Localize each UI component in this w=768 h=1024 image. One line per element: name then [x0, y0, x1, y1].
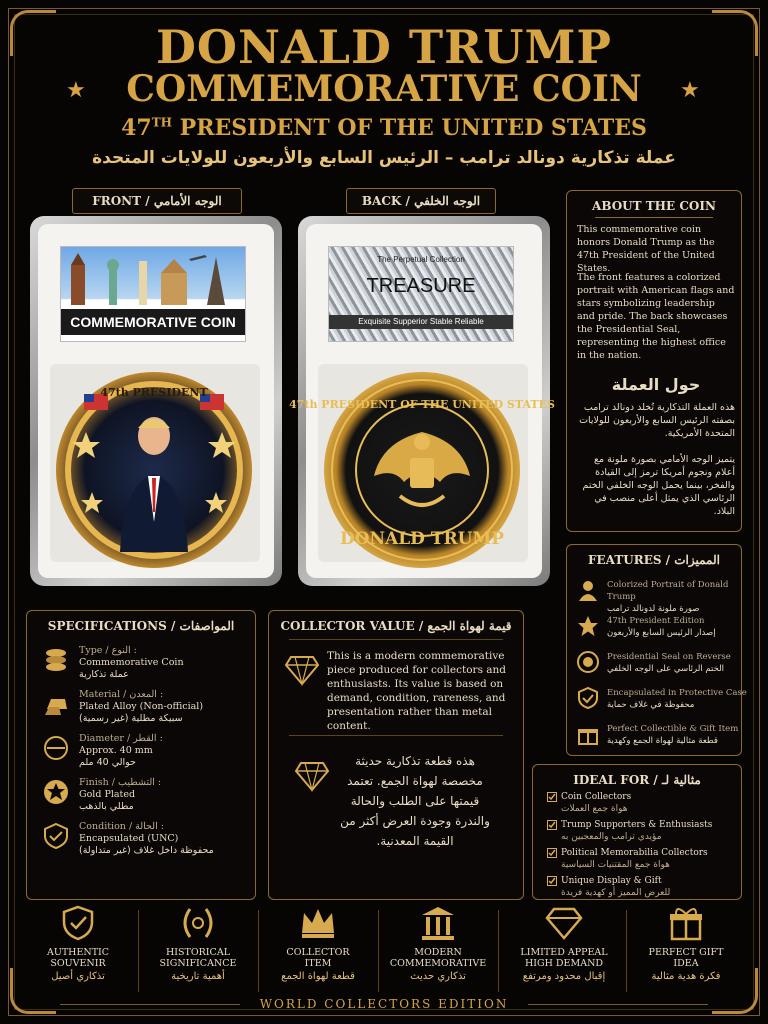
highlight-ar: فكرة هدية مثالية — [651, 971, 721, 982]
front-card-text: COMMEMORATIVE COIN — [61, 309, 245, 335]
star-icon — [577, 615, 599, 637]
back-slab-card — [328, 246, 514, 342]
spec-value: Commemorative Coin — [79, 657, 184, 668]
spec-value-ar: سبيكة مطلية (غير رسمية) — [79, 713, 183, 724]
highlight-modern — [378, 905, 498, 982]
specifications-panel — [26, 610, 256, 900]
specs-title: SPECIFICATIONS / المواصفات — [47, 619, 235, 633]
front-coin — [56, 372, 252, 568]
ideal-title: IDEAL FOR / مثالية لـ — [573, 773, 701, 787]
title-line-1: DONALD TRUMP — [155, 20, 613, 74]
trump-portrait-illustration — [56, 372, 252, 568]
person-icon — [577, 579, 599, 601]
coins-icon — [43, 647, 69, 673]
seal-ring-top: 47th PRESIDENT OF THE UNITED STATES — [289, 398, 555, 411]
highlight-line1: LIMITED APPEAL — [520, 947, 608, 958]
ideal-ar: هواة جمع العملات — [561, 804, 628, 814]
divider — [595, 217, 713, 218]
title-line-2: COMMEMORATIVE COIN — [126, 68, 642, 110]
feature-en: Perfect Collectible & Gift Item — [607, 724, 739, 734]
highlight-line1: MODERN — [414, 947, 462, 958]
feature-en: Colorized Portrait of Donald Trump — [607, 580, 729, 602]
collector-ar: هذه قطعة تذكارية حديثة مخصصة لهواة الجمع. تعتمد قيمتها على الطلب والحالة والندرة وجودة العرض أكثر من القيمة المعدنية. — [340, 754, 490, 848]
highlight-line2: SOUVENIR — [50, 958, 106, 969]
subtitle: 47TH PRESIDENT OF THE UNITED STATES — [121, 115, 647, 141]
highlight-ar: أهمية تاريخية — [171, 971, 225, 982]
back-card-main: TREASURE — [366, 275, 476, 297]
spec-value-ar: محفوظة داخل غلاف (غير متداولة) — [79, 845, 214, 856]
about-arabic-p2: يتميز الوجه الأمامي بصورة ملونة مع أعلام ونجوم أمريكا ترمز إلى القيادة والفخر، بينما يحمل الوجه الخلفي الختم الرئاسي الذي يمثل أعلى منصب في البلاد. — [582, 454, 735, 517]
spec-label: Material / المعدن : — [79, 689, 164, 700]
check-icon — [547, 848, 557, 858]
highlight-ar: تذكاري أصيل — [51, 971, 105, 982]
spec-value: Encapsulated (UNC) — [79, 833, 179, 844]
highlight-collector — [258, 905, 378, 982]
highlight-line2: HIGH DEMAND — [525, 958, 603, 969]
ideal-en: Trump Supporters & Enthusiasts — [561, 820, 713, 830]
footer-edition: WORLD COLLECTORS EDITION — [259, 997, 509, 1011]
ideal-en: Political Memorabilia Collectors — [561, 848, 708, 858]
feature-en: 47th President Edition — [607, 616, 705, 626]
highlight-line2: SIGNIFICANCE — [159, 958, 237, 969]
feature-ar: صورة ملونة لدونالد ترامب — [607, 604, 700, 614]
gold-bar-icon — [43, 691, 69, 717]
seal-ring-bottom: DONALD TRUMP — [339, 529, 505, 549]
collector-title: COLLECTOR VALUE / قيمة لهواة الجمع — [280, 619, 512, 633]
star-badge-icon — [43, 779, 69, 805]
features-panel — [566, 544, 747, 756]
highlight-line1: PERFECT GIFT — [648, 947, 724, 958]
divider — [498, 910, 499, 992]
about-p1: This commemorative coin honors Donald Trump as the 47th President of the United States. — [577, 224, 715, 274]
divider — [289, 735, 503, 736]
spec-value: Gold Plated — [79, 789, 136, 800]
diamond-icon — [295, 761, 329, 791]
gift-icon — [577, 723, 599, 745]
ideal-ar: هواة جمع المقتنيات السياسية — [561, 860, 670, 870]
highlight-line1: AUTHENTIC — [46, 947, 110, 958]
about-panel — [566, 190, 742, 532]
laurel-icon — [178, 905, 218, 941]
feature-ar: إصدار الرئيس السابع والأربعون — [607, 628, 716, 638]
shield-check-icon — [577, 687, 599, 709]
highlight-line2: IDEA — [673, 958, 699, 969]
feature-ar: محفوظة في غلاف حماية — [607, 700, 695, 710]
ideal-en: Coin Collectors — [561, 792, 632, 802]
spec-value-ar: عملة تذكارية — [79, 669, 129, 680]
about-arabic-title: حول العملة — [611, 375, 701, 394]
gift-icon — [666, 905, 706, 941]
divider — [289, 639, 503, 640]
diameter-icon — [43, 735, 69, 761]
about-title: ABOUT THE COIN — [592, 199, 716, 213]
front-label: FRONT / الوجه الأمامي — [72, 188, 242, 214]
spec-value-ar: مطلي بالذهب — [79, 801, 134, 812]
collector-en: This is a modern commemorative piece produced for collectors and enthusiasts. Its value is based on demand, condition, rareness, and presentation rather than metal content. — [327, 650, 507, 732]
ideal-ar: مؤيدي ترامب والمعجبين به — [561, 832, 662, 842]
ideal-en: Unique Display & Gift — [561, 876, 662, 886]
crown-icon — [298, 905, 338, 941]
highlight-ar: قطعة لهواة الجمع — [281, 971, 355, 982]
highlight-ar: إقبال محدود ومرتفع — [522, 971, 606, 982]
about-p2: The front features a colorized portrait with American flags and stars symbolizing leadership and pride. The back showcases the Presidential Seal, representing the highest office in the nation. — [577, 272, 735, 361]
highlight-historical — [138, 905, 258, 982]
collector-value-panel — [268, 610, 524, 900]
highlight-authentic — [18, 905, 138, 982]
features-title: FEATURES / المميزات — [588, 553, 720, 567]
about-arabic-p1: هذه العملة التذكارية تُخلد دونالد ترامب بصفته الرئيس السابع والأربعون للولايات المتحدة الأمريكية. — [579, 402, 735, 439]
spec-value: Plated Alloy (Non-official) — [79, 701, 204, 712]
presidential-seal-illustration — [289, 372, 555, 568]
highlight-line2: ITEM — [304, 958, 332, 969]
highlight-gift — [626, 905, 746, 982]
ideal-for-panel — [532, 764, 742, 900]
feature-en: Encapsulated in Protective Case — [607, 688, 747, 698]
star-icon: ★ — [680, 78, 700, 103]
star-icon: ★ — [66, 78, 86, 103]
back-card-bottom: Exquisite Supperior Stable Reliable — [329, 315, 513, 329]
shield-check-icon — [43, 823, 69, 849]
highlight-line2: COMMEMORATIVE — [389, 958, 487, 969]
subtitle-arabic: عملة تذكارية دونالد ترامب – الرئيس السابع والأربعون للولايات المتحدة — [92, 148, 676, 168]
highlight-line1: COLLECTOR — [286, 947, 350, 958]
highlight-limited — [504, 905, 624, 982]
highlight-line1: HISTORICAL — [165, 947, 230, 958]
columns-icon — [418, 905, 458, 941]
check-icon — [547, 820, 557, 830]
back-coin-slab — [289, 216, 555, 586]
back-card-top: The Perpetual Collection — [377, 255, 465, 264]
back-label: BACK / الوجه الخلفي — [346, 188, 496, 214]
highlight-ar: تذكاري حديث — [410, 971, 466, 982]
feature-ar: الختم الرئاسي على الوجه الخلفي — [607, 664, 725, 674]
front-coin-text: 47th PRESIDENT — [100, 386, 208, 399]
landmarks-illustration — [61, 247, 247, 309]
front-slab-card — [60, 246, 246, 342]
spec-value: Approx. 40 mm — [79, 745, 153, 756]
spec-value-ar: حوالي 40 ملم — [79, 757, 136, 768]
diamond-icon — [285, 655, 319, 685]
check-icon — [547, 792, 557, 802]
front-coin-slab — [30, 216, 282, 586]
feature-ar: قطعة مثالية لهواة الجمع وكهدية — [607, 736, 718, 746]
seal-icon — [577, 651, 599, 673]
back-coin — [289, 372, 555, 568]
spec-label: Finish / التشطيب : — [79, 777, 162, 788]
spec-label: Type / النوع : — [79, 645, 137, 656]
spec-label: Diameter / القطر : — [79, 733, 163, 744]
spec-label: Condition / الحالة : — [79, 821, 164, 832]
shield-check-icon — [58, 905, 98, 941]
ideal-ar: للعرض المميز أو كهدية فريدة — [561, 888, 671, 898]
feature-en: Presidential Seal on Reverse — [607, 652, 731, 662]
check-icon — [547, 876, 557, 886]
diamond-icon — [544, 905, 584, 941]
